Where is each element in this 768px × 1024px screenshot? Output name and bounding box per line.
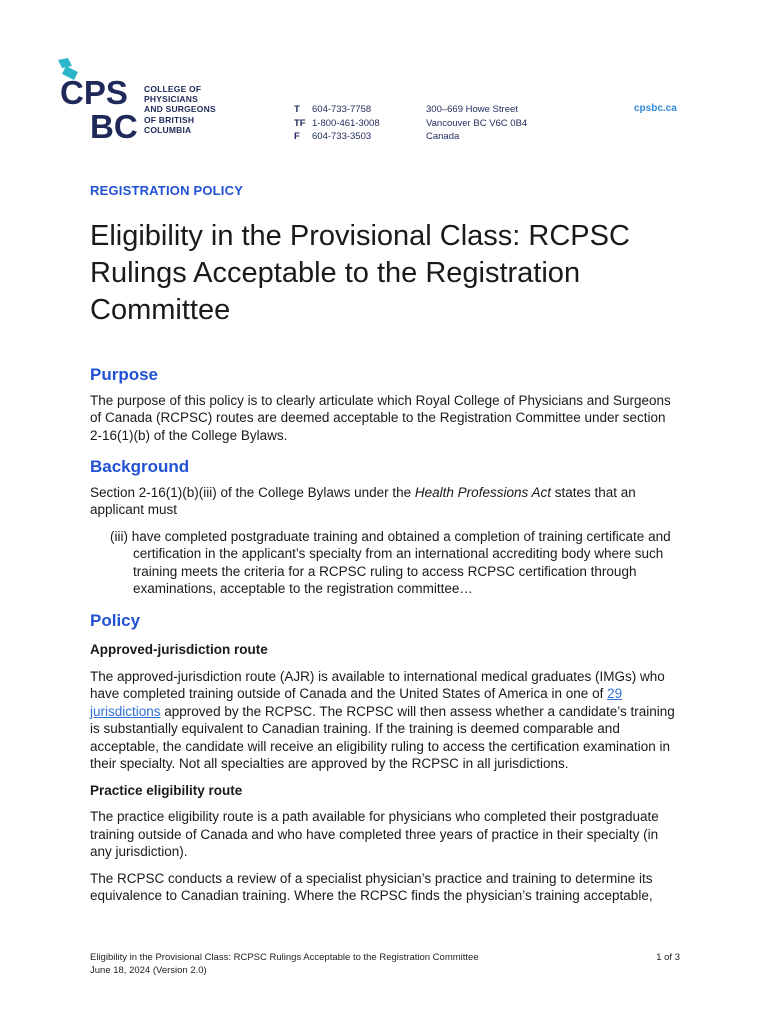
ajr-heading: Approved-jurisdiction route — [90, 642, 268, 657]
phone-value: 604-733-7758 — [312, 104, 372, 115]
address-line: Vancouver BC V6C 0B4 — [426, 117, 528, 129]
jurisdictions-link[interactable]: 29 jurisdictions — [90, 686, 623, 719]
address — [426, 103, 527, 144]
college-name-line: PHYSICIANS — [144, 94, 198, 105]
per-text: The practice eligibility route is a path available for physicians who completed their postgraduate training outside of Canada and who have completed three years of practice in their specialty (in any jurisdiction). — [90, 809, 659, 859]
address-line: Canada — [426, 131, 460, 142]
logo-cps: CPS — [60, 74, 128, 111]
college-name — [144, 84, 216, 135]
policy-section — [90, 612, 680, 905]
background-heading: Background — [90, 457, 190, 476]
background-section — [90, 458, 680, 598]
phone-value: 1-800-461-3008 — [312, 117, 380, 129]
cpsbc-logo — [52, 58, 142, 142]
purpose-text: The purpose of this policy is to clearly articulate which Royal College of Physicians and Surgeons of Canada (RCPSC) routes are deemed acceptable to the Registration Committee under section 2-16(1)(b) of the College Bylaws. — [90, 392, 671, 443]
page-footer — [90, 952, 680, 977]
purpose-heading: Purpose — [90, 365, 159, 384]
document-body — [90, 366, 680, 914]
college-name-line: COLUMBIA — [144, 124, 192, 135]
page-title: Eligibility in the Provisional Class: RCPSC Rulings Acceptable to the Registration Committee — [90, 220, 630, 326]
act-name: Health Professions Act — [414, 484, 551, 500]
document-type-label: REGISTRATION POLICY — [90, 183, 244, 198]
bylaw-quote: (iii) have completed postgraduate training and obtained a completion of training certificate and certification in the applicant’s specialty from an international accrediting body where such training meets the criteria for a RCPSC ruling to access RCPSC certification through examinations, acceptable to the registration committee… — [110, 528, 671, 596]
per-heading: Practice eligibility route — [90, 782, 243, 798]
per-text-2: The RCPSC conducts a review of a specialist physician’s practice and training to determine its equivalence to Canadian training. Where the RCPSC finds the physician’s training acceptable, — [90, 870, 653, 903]
footer-date: June 18, 2024 (Version 2.0) — [90, 964, 207, 976]
college-name-line: OF BRITISH — [144, 114, 195, 125]
policy-heading: Policy — [90, 610, 141, 630]
page-number: 1 of 3 — [656, 952, 680, 963]
address-line: 300–669 Howe Street — [426, 104, 518, 115]
phone-value: 604-733-3503 — [312, 131, 372, 142]
logo-bc: BC — [90, 108, 138, 142]
phone-key: TF — [294, 117, 306, 129]
website-link[interactable]: cpsbc.ca — [634, 103, 677, 114]
college-name-line: AND SURGEONS — [144, 104, 216, 115]
purpose-section — [90, 366, 680, 444]
footer-title: Eligibility in the Provisional Class: RCPSC Rulings Acceptable to the Registration Committee — [90, 952, 479, 963]
phone-key: T — [294, 104, 300, 115]
phone-numbers — [294, 103, 380, 144]
college-name-line: COLLEGE OF — [144, 84, 202, 94]
phone-key: F — [294, 131, 300, 142]
background-text: Section 2-16(1)(b)(iii) of the College Bylaws under the Health Professions Act states that an applicant must — [90, 484, 636, 517]
ajr-text: The approved-jurisdiction route (AJR) is available to international medical graduates (IMGs) who have completed training outside of Canada and the United States of America in one of 29 jurisdictions approved by the RCPSC. The RCPSC will then assess whether a candidate’s training is substantially equivalent to Canadian training. If the training is deemed comparable and acceptable, the candidate will receive an eligibility ruling to access the certification examination in their specialty. Not all specialties are approved by the RCPSC in all jurisdictions. — [90, 668, 675, 771]
